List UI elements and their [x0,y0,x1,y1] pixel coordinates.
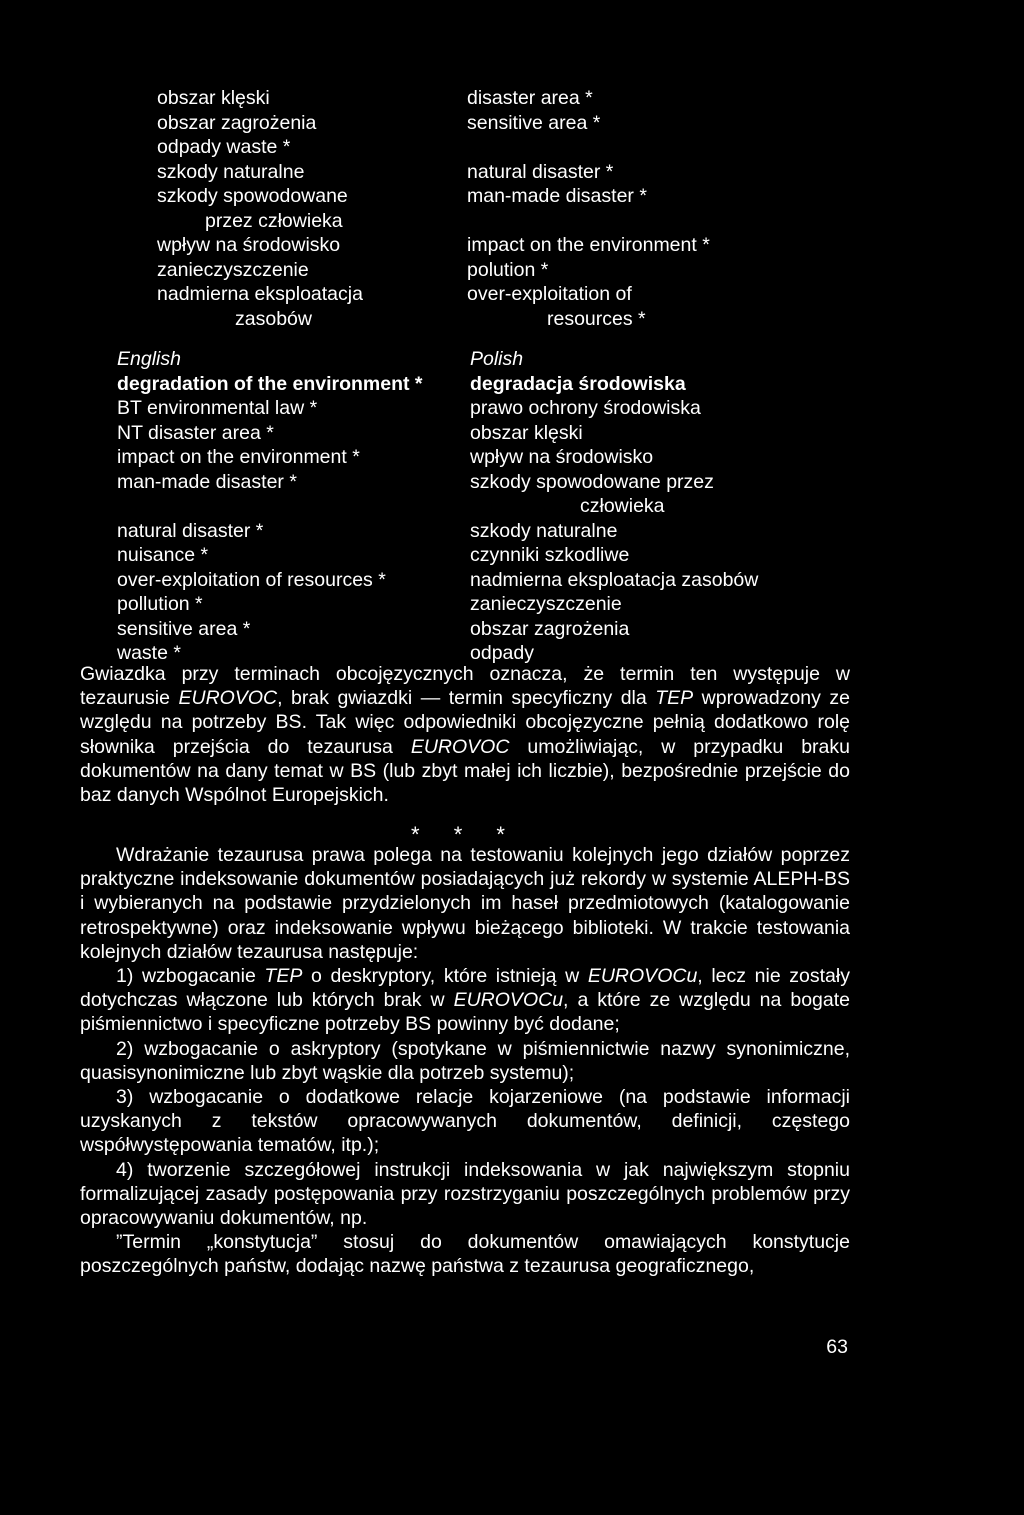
note-text: Gwiazdka przy terminach obcojęzycznych oznacza, że termin ten występuje w tezaurusie [80,663,850,710]
entry-related-en: pollution * [117,593,203,615]
entry-related-en [117,494,423,519]
top-right-term: disaster area * [467,87,593,109]
entry-related-en: sensitive area * [117,617,251,640]
entry-related-pl: szkody spowodowane przez [470,470,714,493]
note-text: wprowadzony ze względu na potrzeby BS. Tak więc odpowiedniki obcojęzyczne pełnią dodatkowo rolę słownika przejścia do tezaurusa [80,687,850,758]
list-item-3: 3) wzbogacanie o dodatkowe relacje kojarzeniowe (na podstawie informacji uzyskanych z tekstów opracowywanych dokumentów, definicji, częstego współwystępowania tematów, itp.); [80,1086,850,1157]
entry-related-pl: szkody naturalne [470,519,618,542]
top-right-term: sensitive area * [467,111,601,134]
top-left-term: wpływ na środowisko [157,234,341,256]
page-number: 63 [826,1336,848,1358]
entry-related-pl: nadmierna eksploatacja zasobów [470,568,759,591]
top-right-term: polution * [467,258,549,281]
top-right-term: natural disaster * [467,160,614,183]
top-left-term: odpady waste * [157,136,291,158]
entry-related-en: nuisance * [117,544,209,566]
top-right-term: impact on the environment * [467,234,710,256]
entry-related-pl: prawo ochrony środowiska [470,397,701,419]
top-left-term: zasobów [235,307,312,330]
lang-polish-label: Polish [470,348,524,370]
entry-term-en: degradation of the environment * [117,372,423,395]
entry-related-pl: obszar klęski [470,421,583,444]
top-left-term: szkody spowodowane [157,185,348,207]
entry-related-pl: człowieka [580,495,665,517]
entry-related-en: impact on the environment * [117,446,360,468]
entry-related-pl: odpady [470,642,534,664]
top-left-term: nadmierna eksploatacja [157,283,363,305]
top-right-term [467,209,710,234]
top-right-term: over-exploitation of [467,283,632,305]
top-table-left [157,86,363,331]
entry-related-en: over-exploitation of resources * [117,568,386,591]
list-item-1: 1) wzbogacanie TEP o deskryptory, które istnieją w EUROVOCu, lecz nie zostały dotychczas włączone lub których brak w EUROVOCu, a które ze względu na bogate piśmiennictwo i specyficzne potrzeby BS powinny być dodane; [80,965,850,1036]
entry-right [470,347,758,666]
entry-related-en: natural disaster * [117,519,264,542]
entry-related-pl: wpływ na środowisko [470,446,654,468]
asterisk-note [80,662,850,807]
note-eurovoc: EUROVOC [178,687,278,710]
entry-related-pl: czynniki szkodliwe [470,544,630,566]
top-right-term [467,135,710,160]
entry-related-pl: zanieczyszczenie [470,593,622,615]
quote-paragraph: ”Termin „konstytucja” stosuj do dokumentów omawiających konstytucje poszczególnych państw, dodając nazwę państwa z tezaurusa geograficznego, [80,1231,850,1278]
note-tep: TEP [655,687,694,710]
entry-related-en: waste * [117,642,181,664]
top-left-term: przez człowieka [205,209,343,232]
note-text: umożliwiając, w przypadku braku dokumentów na dany temat w BS (lub zbyt małej ich liczbie), bezpośrednie przejście do baz danych Wspólnot Europejskich. [80,735,850,807]
entry-related-en: NT disaster area * [117,421,274,444]
entry-term-pl: degradacja środowiska [470,372,686,395]
body-text [80,843,850,1279]
note-text: , brak gwiazdki — termin specyficzny dla [277,687,656,710]
top-left-term: zanieczyszczenie [157,258,309,281]
entry-related-pl: obszar zagrożenia [470,617,630,640]
list-item-4: 4) tworzenie szczegółowej instrukcji indeksowania w jak największym stopniu formalizującej zasady postępowania przy rozstrzyganiu poszczególnych problemów przy opracowywaniu dokumentów, np. [80,1158,850,1230]
top-left-term: obszar zagrożenia [157,111,317,134]
entry-related-en: BT environmental law * [117,397,318,419]
top-left-term: obszar klęski [157,87,270,109]
entry-related-en: man-made disaster * [117,470,297,493]
top-left-term: szkody naturalne [157,160,305,183]
top-right-term: man-made disaster * [467,185,647,207]
note-eurovoc: EUROVOC [410,735,510,758]
section-separator: * * * [411,822,519,847]
body-intro: Wdrażanie tezaurusa prawa polega na testowaniu kolejnych jego działów poprzez praktyczne indeksowanie dokumentów posiadających już rekordy w systemie ALEPH-BS i wybieranych na podstawie przydzielonych im haseł przedmiotowych (katalogowanie retrospektywne) oraz indeksowanie wpływu bieżącego biblioteki. W trakcie testowania kolejnych działów tezaurusa następuje: [80,844,850,963]
top-table-right [467,86,710,331]
top-right-term: resources * [547,307,646,330]
entry-left [117,347,423,666]
lang-english-label: English [117,348,181,370]
list-item-2: 2) wzbogacanie o askryptory (spotykane w piśmiennictwie nazwy synonimiczne, quasisynonimiczne lub zbyt wąskie dla potrzeb systemu); [80,1037,850,1084]
